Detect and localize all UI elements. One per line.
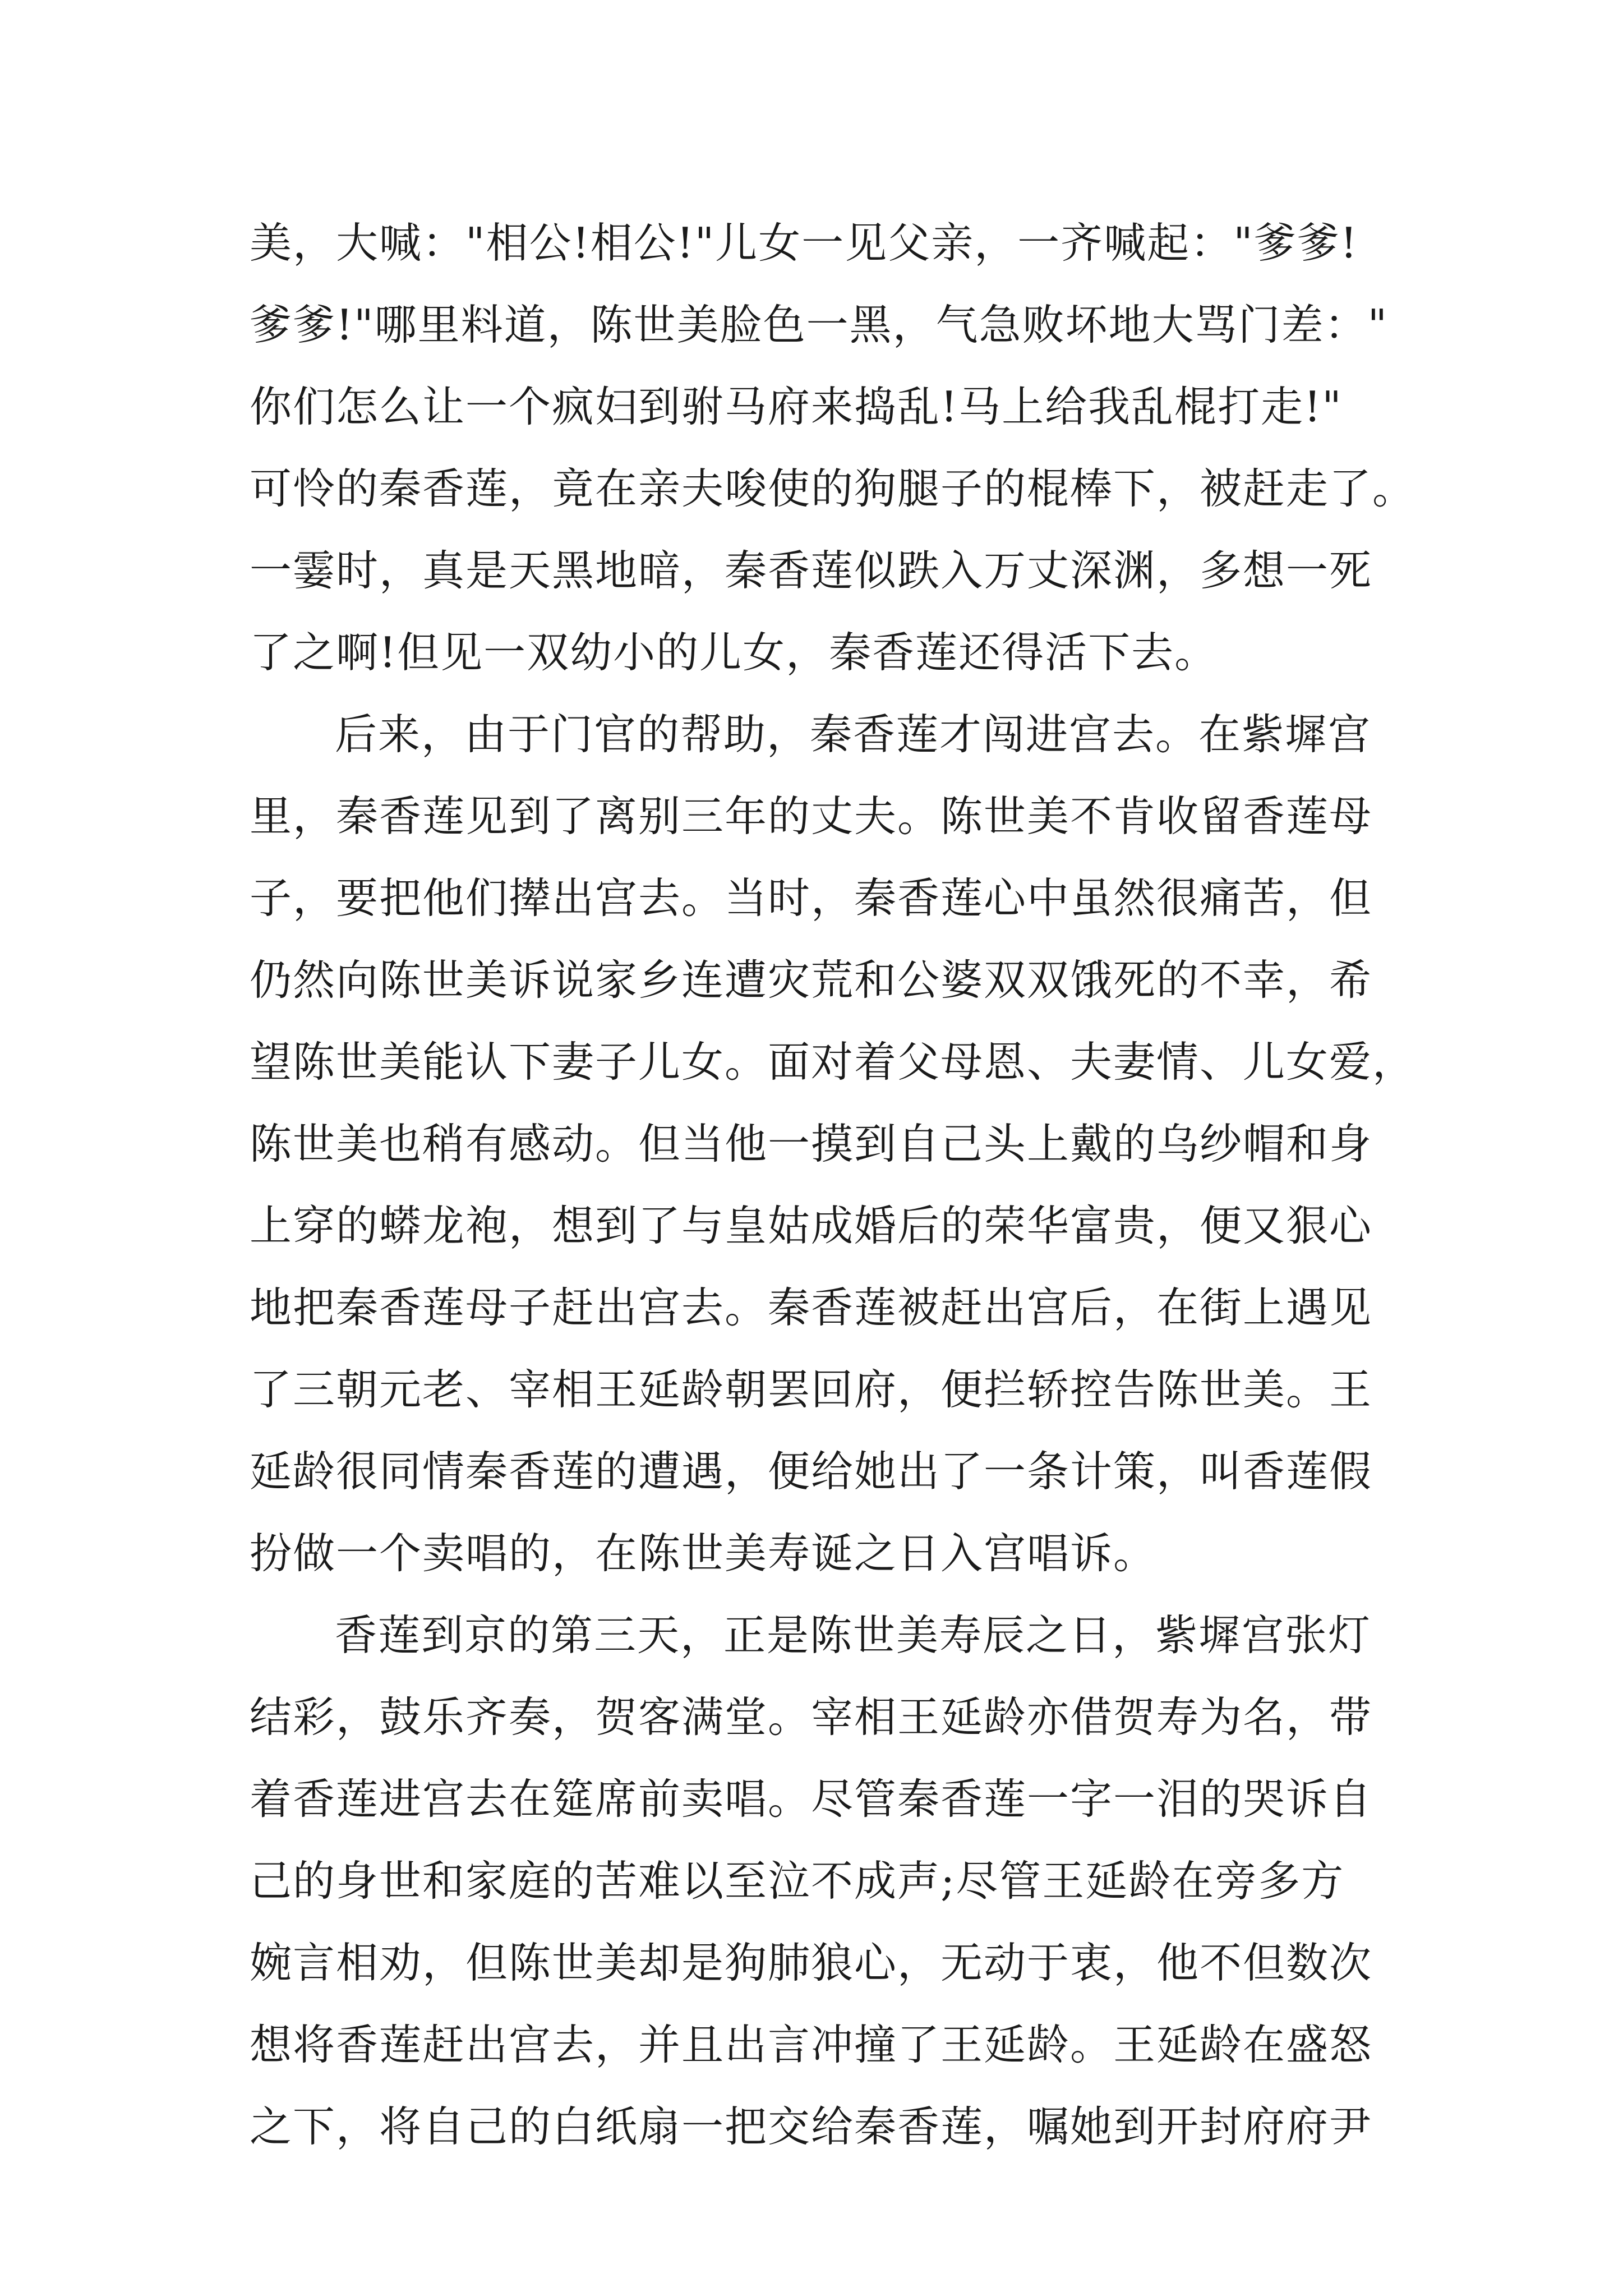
paragraph [250, 202, 1416, 693]
text-line: 了之啊!但见一双幼小的儿女，秦香莲还得活下去。 [250, 628, 1218, 677]
text-line: 子，要把他们撵出宫去。当时，秦香莲心中虽然很痛苦，但 [250, 873, 1373, 923]
text-line: 望陈世美能认下妻子儿女。面对着父母恩、夫妻情、儿女爱， [250, 1037, 1416, 1087]
text-line: 扮做一个卖唱的，在陈世美寿诞之日入宫唱诉。 [250, 1529, 1157, 1578]
text-line: 香莲到京的第三天，正是陈世美寿辰之日，紫墀宫张灯 [335, 1611, 1372, 1660]
text-line: 陈世美也稍有感动。但当他一摸到自己头上戴的乌纱帽和身 [250, 1119, 1373, 1168]
text-line: 地把秦香莲母子赶出宫去。秦香莲被赶出宫后，在街上遇见 [250, 1283, 1373, 1332]
paragraph [250, 1594, 1394, 2168]
text-line: 己的身世和家庭的苦难以至泣不成声;尽管王延龄在旁多方 [250, 1856, 1345, 1906]
text-line: 仍然向陈世美诉说家乡连遭灾荒和公婆双双饿死的不幸，希 [250, 955, 1373, 1005]
text-line: 着香莲进宫去在筵席前卖唱。尽管秦香莲一字一泪的哭诉自 [250, 1774, 1373, 1824]
text-line: 后来，由于门官的帮助，秦香莲才闯进宫去。在紫墀宫 [335, 710, 1372, 759]
paragraph [250, 693, 1416, 1594]
text-line: 延龄很同情秦香莲的遭遇，便给她出了一条计策，叫香莲假 [250, 1447, 1373, 1496]
text-line: 想将香莲赶出宫去，并且出言冲撞了王延龄。王延龄在盛怒 [250, 2020, 1373, 2069]
document-body [250, 202, 1416, 2168]
text-line: 结彩，鼓乐齐奏，贺客满堂。宰相王延龄亦借贺寿为名，带 [250, 1692, 1373, 1742]
text-line: 上穿的蟒龙袍，想到了与皇姑成婚后的荣华富贵，便又狠心 [250, 1201, 1373, 1250]
text-line: 爹爹!"哪里料道，陈世美脸色一黑，气急败坏地大骂门差：" [250, 300, 1389, 349]
text-line: 可怜的秦香莲，竟在亲夫唆使的狗腿子的棍棒下，被赶走了。 [250, 464, 1416, 513]
text-line: 了三朝元老、宰相王延龄朝罢回府，便拦轿控告陈世美。王 [250, 1365, 1373, 1414]
text-line: 美，大喊："相公!相公!"儿女一见父亲，一齐喊起："爹爹! [250, 218, 1358, 268]
text-line: 婉言相劝，但陈世美却是狗肺狼心，无动于衷，他不但数次 [250, 1938, 1373, 1987]
text-line: 之下，将自己的白纸扇一把交给秦香莲，嘱她到开封府府尹 [250, 2102, 1373, 2151]
text-line: 一霎时，真是天黑地暗，秦香莲似跌入万丈深渊，多想一死 [250, 546, 1373, 595]
text-line: 里，秦香莲见到了离别三年的丈夫。陈世美不肯收留香莲母 [250, 792, 1373, 841]
text-line: 你们怎么让一个疯妇到驸马府来捣乱!马上给我乱棍打走!" [250, 382, 1343, 431]
